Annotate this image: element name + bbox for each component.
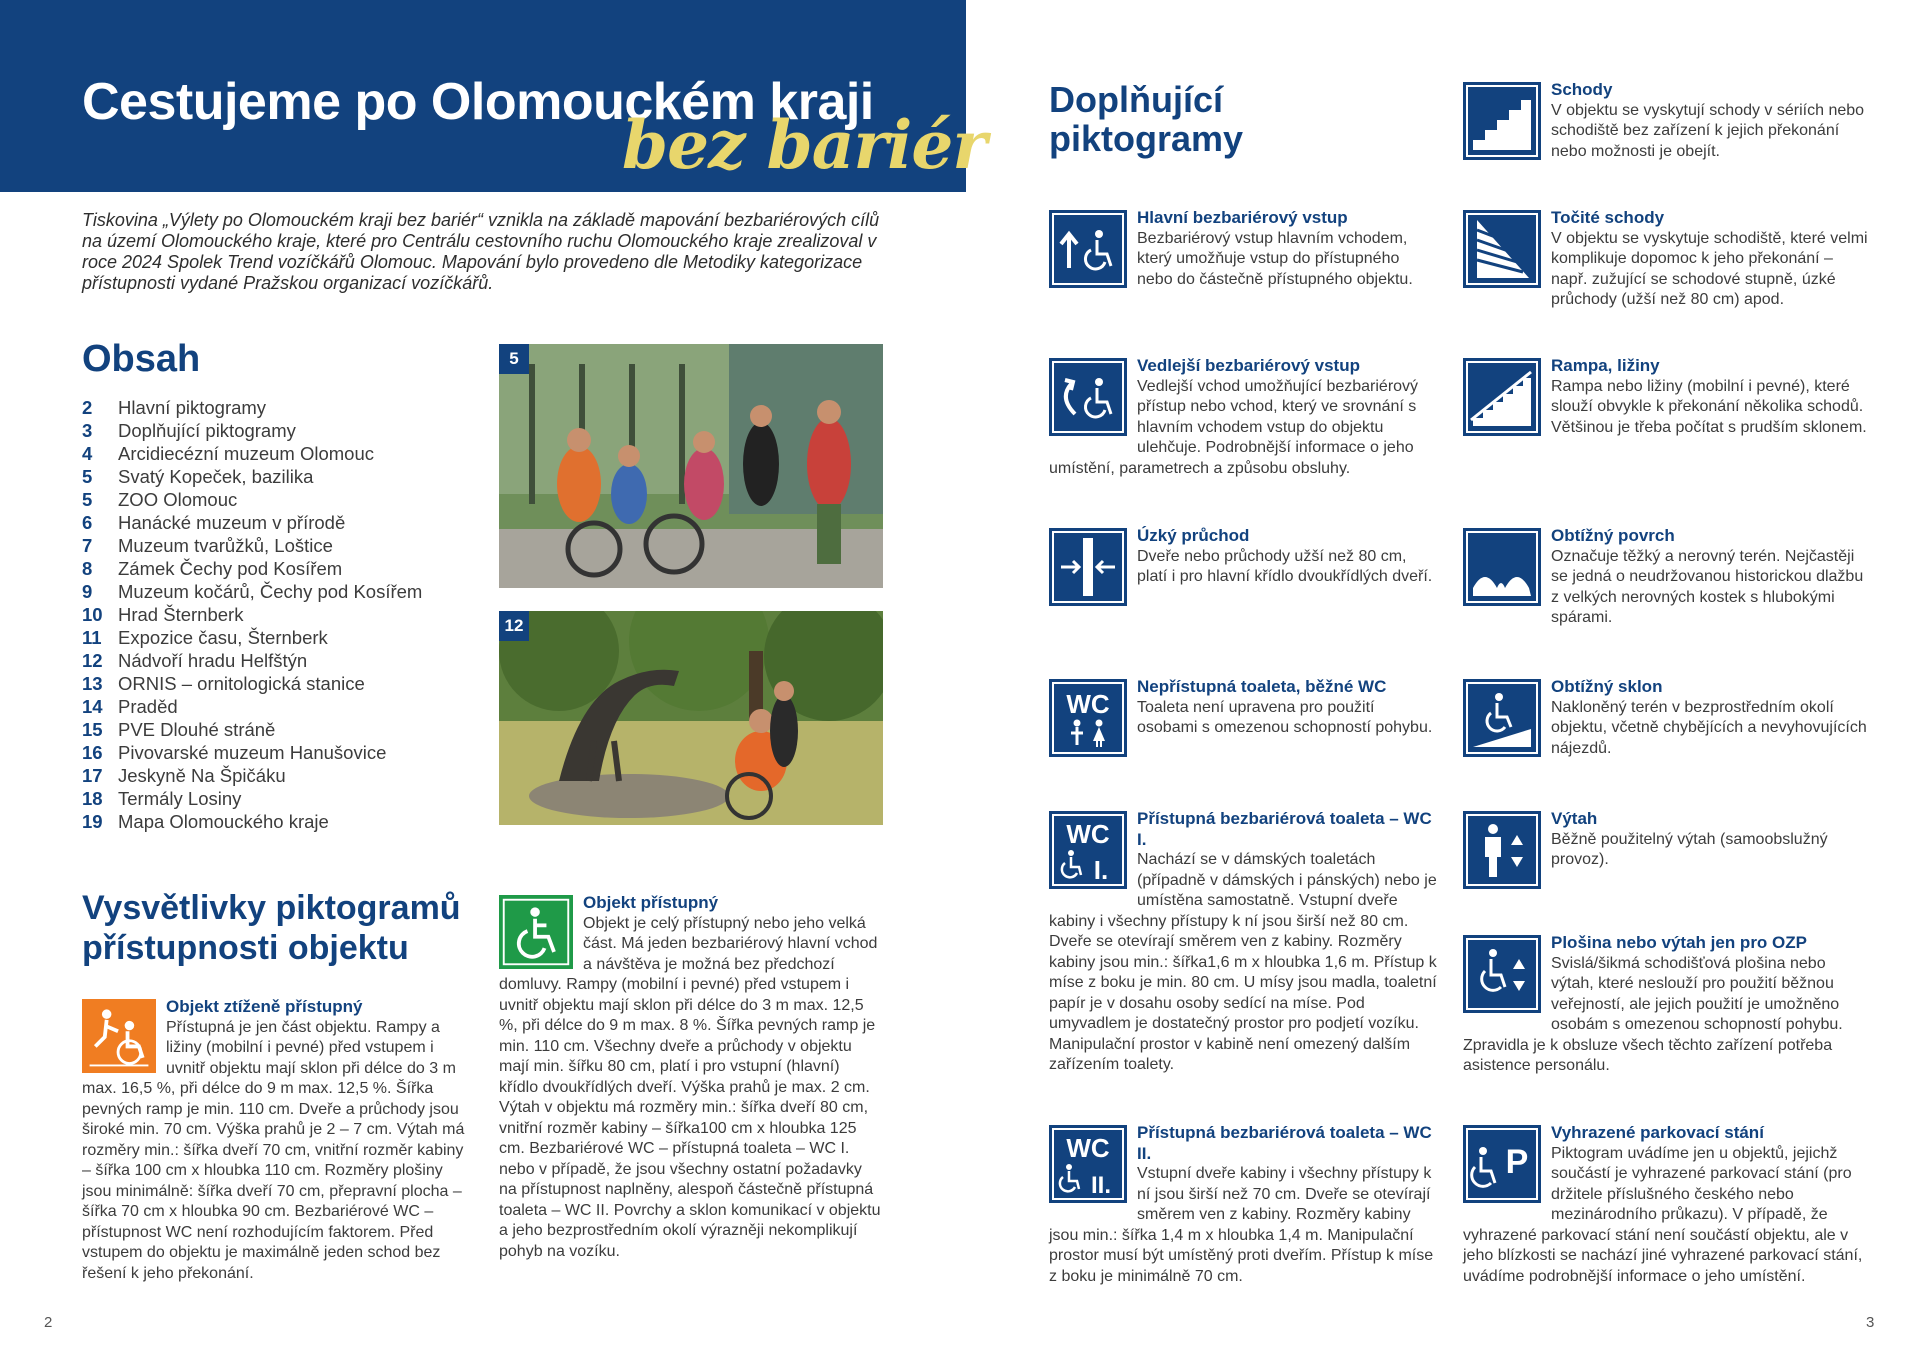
toc-item-label: Hlavní piktogramy [118, 397, 267, 418]
pictogram-stairs [1463, 80, 1868, 163]
toc-page-number: 15 [82, 719, 103, 740]
partial-access-icon [82, 999, 156, 1073]
pictogram-title: Obtížný sklon [1551, 677, 1663, 696]
pictogram-text: Označuje těžký a nerovný terén. Nejčastěji se jedná o neudržovanou historickou dlažbu z velkých nerovných kostek s hlubokými spárami. [1551, 547, 1864, 626]
legend-entry-title: Objekt přístupný [583, 893, 719, 912]
wc-label: WC [1066, 819, 1110, 849]
legend-title: Vysvětlivky piktogramů přístupnosti objektu [82, 889, 461, 967]
toc-item[interactable] [82, 534, 482, 557]
toc-item-label: Muzeum kočárů, Čechy pod Kosířem [118, 581, 423, 602]
pictogram-main-entrance [1049, 208, 1439, 291]
toc-item[interactable] [82, 787, 482, 810]
pictogram-text: Toaleta není upravena pro použití osobami s omezenou schopností pohybu. [1137, 698, 1433, 736]
pictogram-title: Úzký průchod [1137, 526, 1250, 545]
toc-item[interactable] [82, 764, 482, 787]
pictogram-text: Nakloněný terén v bezprostředním okolí objektu, včetně chybějících a nevyhovujících nájezdů. [1551, 698, 1867, 757]
toc-item[interactable] [82, 511, 482, 534]
accessible-wc-ii-icon [1049, 1125, 1127, 1203]
toc-item[interactable] [82, 741, 482, 764]
page-number-right: 3 [1866, 1314, 1875, 1331]
narrow-passage-icon [1049, 528, 1127, 606]
ramp-icon [1463, 358, 1541, 436]
pictogram-ramp [1463, 356, 1868, 439]
wc-label: WC [1066, 1133, 1110, 1163]
toc-item-label: Termály Losiny [118, 788, 242, 809]
toc-item[interactable] [82, 672, 482, 695]
stairs-icon [1463, 82, 1541, 160]
pictogram-spiral-stairs [1463, 208, 1868, 311]
pictogram-title: Plošina nebo výtah jen pro OZP [1551, 933, 1807, 952]
toc-page-number: 2 [82, 397, 93, 418]
pictogram-text: V objektu se vyskytuje schodiště, které velmi komplikuje dopomoc k jeho překonání – např. zužující se schodové stupně, úzké průchody (užší než 80 cm) apod. [1551, 229, 1868, 308]
toc-item-label: Hanácké muzeum v přírodě [118, 512, 346, 533]
photo-zoo-olomouc [499, 344, 883, 588]
pictogram-inaccessible-wc [1049, 677, 1439, 760]
toc-item-label: Muzeum tvarůžků, Loštice [118, 535, 333, 556]
pictogram-text: Svislá/šikmá schodišťová plošina nebo výtah, které neslouží pro použití běžnou veřejností, ale jejich použití je umožněno osobám s omezenou schopností pohybu. Zpravidla je k obsluze všech těchto zařízení potřeba asistence personálu. [1463, 954, 1843, 1074]
toc-page-number: 5 [82, 466, 93, 487]
toc-item-label: Jeskyně Na Špičáku [118, 765, 286, 786]
toc-item[interactable] [82, 488, 482, 511]
photo-page-badge: 5 [499, 344, 529, 374]
toc-page-number: 4 [82, 443, 93, 464]
photo-page-badge: 12 [499, 611, 529, 641]
toc-item-label: Expozice času, Šternberk [118, 627, 328, 648]
elevator-icon [1463, 811, 1541, 889]
pictogram-title: Vyhrazené parkovací stání [1551, 1123, 1764, 1142]
toc-item-label: Arcidiecézní muzeum Olomouc [118, 443, 375, 464]
photo-zoo-image [499, 344, 883, 588]
toc-item[interactable] [82, 557, 482, 580]
pictogram-elevator [1463, 809, 1868, 892]
wc-class-label: I. [1093, 855, 1109, 885]
platform-lift-icon [1463, 935, 1541, 1013]
toc-page-number: 19 [82, 811, 103, 832]
pictogram-title: Vedlejší bezbariérový vstup [1137, 356, 1360, 375]
pictogram-text: Běžně použitelný výtah (samoobslužný provoz). [1551, 830, 1828, 868]
toc-item[interactable] [82, 718, 482, 741]
pictogram-text: Bezbariérový vstup hlavním vchodem, který umožňuje vstup do přístupného nebo do částečně přístupného objektu. [1137, 229, 1413, 288]
toc-item[interactable] [82, 419, 482, 442]
pictogram-title: Přístupná bezbariérová toaleta – WC I. [1137, 809, 1432, 849]
pictogram-side-entrance [1049, 356, 1439, 479]
toc-page-number: 13 [82, 673, 103, 694]
inaccessible-wc-icon [1049, 679, 1127, 757]
pictogram-wc-i [1049, 809, 1439, 1076]
toc-page-number: 6 [82, 512, 93, 533]
pictogram-text: Rampa nebo ližiny (mobilní i pevné), které slouží obvykle k překonání několika schodů. Většinou je třeba počítat s prudším sklonem. [1551, 377, 1867, 436]
toc-page-number: 9 [82, 581, 93, 602]
toc-page-number: 17 [82, 765, 103, 786]
toc-page-number: 11 [82, 627, 102, 648]
toc-page-number: 14 [82, 696, 103, 717]
main-entrance-icon [1049, 210, 1127, 288]
intro-text: Tiskovina „Výlety po Olomouckém kraji bez bariér“ vznikla na základě mapování bezbariérových cílů na území Olomouckého kraje, které pro Centrálu cestovního ruchu Olomouckého kraje zrealizoval v roce 2024 Spolek Trend vozíčkářů Olomouc. Mapování bylo provedeno dle Metodiky kategorizace přístupnosti vydané Pražskou organizací vozíčkářů. [82, 210, 880, 293]
toc-page-number: 5 [82, 489, 93, 510]
page-subtitle: bez bariér [622, 106, 987, 184]
pictogram-platform [1463, 933, 1868, 1077]
table-of-contents [82, 396, 482, 833]
toc-page-number: 12 [82, 650, 103, 671]
toc-item-label: Pivovarské muzeum Hanušovice [118, 742, 387, 763]
toc-item-label: Zámek Čechy pod Kosířem [118, 558, 343, 579]
photo-ornis [499, 611, 883, 825]
toc-item[interactable] [82, 465, 482, 488]
toc-page-number: 8 [82, 558, 93, 579]
parking-label: P [1505, 1143, 1529, 1181]
pictogram-text: V objektu se vyskytují schody v sériích nebo schodiště bez zařízení k jejich překonání nebo možnosti je obejít. [1551, 101, 1865, 160]
legend-entry-title: Objekt ztíženě přístupný [166, 997, 363, 1016]
toc-page-number: 10 [82, 604, 103, 625]
toc-item[interactable] [82, 695, 482, 718]
pictogram-wc-ii [1049, 1123, 1439, 1287]
wc-label: WC [1066, 689, 1110, 719]
pictogram-title: Hlavní bezbariérový vstup [1137, 208, 1348, 227]
legend-entry-text: Přístupná je jen část objektu. Rampy a ližiny (mobilní i pevné) před vstupem i uvnitř objektu mají sklon při délce do 3 m max. 16,5 %, při délce do 9 m max. 12,5 %. Šířka pevných ramp je min. 110 cm. Dveře a průchody jsou široké min. 70 cm. Výška prahů je 2 – 7 cm. Výtah má rozměry min.: šířka dveří 70 cm, vnitřní rozměr kabiny – šířka 100 cm x hloubka 110 cm. Rozměry plošiny jsou minimálně: šířka dveří 70 cm, přepravní plocha – šířka 70 cm x hloubka 90 cm. Bezbariérové WC – přístupnost WC není rozhodujícím faktorem. Před vstupem do objektu je maximálně jeden schod bez řešení k jeho překonání. [82, 1018, 465, 1282]
toc-item-label: Mapa Olomouckého kraje [118, 811, 329, 832]
page-title: Cestujeme po Olomouckém kraji [82, 73, 874, 131]
toc-title: Obsah [82, 338, 201, 380]
parking-icon [1463, 1125, 1541, 1203]
toc-item-label: PVE Dlouhé stráně [118, 719, 276, 740]
toc-item-label: Nádvoří hradu Helfštýn [118, 650, 308, 671]
toc-item-label: Praděd [118, 696, 178, 717]
supplementary-title: Doplňující piktogramy [1049, 79, 1244, 159]
page-number-left: 2 [44, 1314, 53, 1331]
toc-item-label: Doplňující piktogramy [118, 420, 296, 441]
pictogram-title: Schody [1551, 80, 1613, 99]
toc-item[interactable] [82, 649, 482, 672]
accessible-wc-i-icon [1049, 811, 1127, 889]
toc-page-number: 3 [82, 420, 93, 441]
toc-page-number: 18 [82, 788, 103, 809]
pictogram-title: Přístupná bezbariérová toaleta – WC II. [1137, 1123, 1432, 1163]
legend-entry-text: Objekt je celý přístupný nebo jeho velká část. Má jeden bezbariérový hlavní vchod a návštěva je možná bez předchozí domluvy. Rampy (mobilní i pevné) před vstupem i uvnitř objektu mají sklon při délce do 3 m max. 12,5 %, při délce do 9 m max. 8 %. Šířka pevných ramp je min. 110 cm. Všechny dveře a průchody v objektu mají min. šířku 80 cm, platí i pro vstupní (hlavní) křídlo dvoukřídlých dveří. Výška prahů je max. 2 cm. Výtah v objektu má rozměry min.: šířka dveří 80 cm, vnitřní rozměr kabiny – šířka100 cm x hloubka 125 cm. Bezbariérové WC – přístupná toaleta – WC I. nebo v případě, že jsou všechny ostatní požadavky na přístupnost naplněny, alespoň částečně přístupná toaleta – WC II. Povrchy a sklon komunikací v objektu a jeho bezprostředním okolí výrazněji nekomplikují pohyb na vozíku. [499, 914, 881, 1260]
toc-item-label: ORNIS – ornitologická stanice [118, 673, 365, 694]
legend-entry-accessible [499, 893, 883, 1262]
pictogram-title: Obtížný povrch [1551, 526, 1675, 545]
pictogram-title: Výtah [1551, 809, 1598, 828]
toc-item[interactable] [82, 626, 482, 649]
toc-item[interactable] [82, 603, 482, 626]
pictogram-parking [1463, 1123, 1868, 1287]
toc-page-number: 16 [82, 742, 103, 763]
pictogram-title: Rampa, ližiny [1551, 356, 1660, 375]
toc-item-label: Hrad Šternberk [118, 604, 244, 625]
photo-ornis-image [499, 611, 883, 825]
toc-page-number: 7 [82, 535, 93, 556]
pictogram-text: Vstupní dveře kabiny i všechny přístupy k ní jsou širší než 70 cm. Dveře se otevírají směrem ven z kabiny. Rozměry kabiny jsou min.: šířka 1,4 m x hloubka 1,4 m. Manipulační prostor musí být umístěný proti dveřím. Přístup k míse z boku je minimálně 70 cm. [1049, 1165, 1434, 1285]
pictogram-text: Piktogram uvádíme jen u objektů, jejichž součástí je vyhrazené parkovací stání (pro držitele příslušného českého nebo mezinárodního průkazu). V případě, že vyhrazené parkovací stání není součástí objektu, ale v jeho blízkosti se nachází jiné vyhrazené parkovací stání, uvádíme podrobnější informace o jeho umístění. [1463, 1144, 1863, 1285]
side-entrance-icon [1049, 358, 1127, 436]
toc-item-label: Svatý Kopeček, bazilika [118, 466, 314, 487]
pictogram-difficult-slope [1463, 677, 1868, 760]
toc-item[interactable] [82, 442, 482, 465]
spiral-stairs-icon [1463, 210, 1541, 288]
pictogram-narrow-passage [1049, 526, 1439, 609]
toc-item[interactable] [82, 810, 482, 833]
difficult-surface-icon [1463, 528, 1541, 606]
accessible-icon [499, 895, 573, 969]
difficult-slope-icon [1463, 679, 1541, 757]
pictogram-difficult-surface [1463, 526, 1868, 629]
toc-item-label: ZOO Olomouc [118, 489, 238, 510]
pictogram-title: Točité schody [1551, 208, 1665, 227]
wc-class-label: II. [1090, 1172, 1112, 1199]
pictogram-text: Vedlejší vchod umožňující bezbariérový přístup nebo vchod, který ve srovnání s hlavním vchodem vstup do objektu ulehčuje. Podrobnější informace o jeho umístění, parametrech a způsobu obsluhy. [1049, 377, 1419, 477]
toc-item[interactable] [82, 396, 482, 419]
pictogram-text: Nachází se v dámských toaletách (případně v dámských i pánských) nebo je umístěna samostatně. Vstupní dveře kabiny i všechny přístupy k ní jsou širší než 80 cm. Dveře se otevírají směrem ven z kabiny. Rozměry kabiny jsou min.: šířka1,6 m x hloubka 1,6 m. Přístup k míse z boku je min. 80 cm. U mísy jsou madla, toaletní papír je v dosahu osoby sedící na míse. Pod umyvadlem je dostatečný prostor pro podjetí vozíku. Manipulační prostor v kabině není omezený dalším zařízením toalety. [1049, 851, 1437, 1073]
toc-item[interactable] [82, 580, 482, 603]
legend-entry-partial [82, 997, 468, 1284]
pictogram-text: Dveře nebo průchody užší než 80 cm, platí i pro hlavní křídlo dvoukřídlých dveří. [1137, 547, 1433, 585]
pictogram-title: Nepřístupná toaleta, běžné WC [1137, 677, 1387, 696]
